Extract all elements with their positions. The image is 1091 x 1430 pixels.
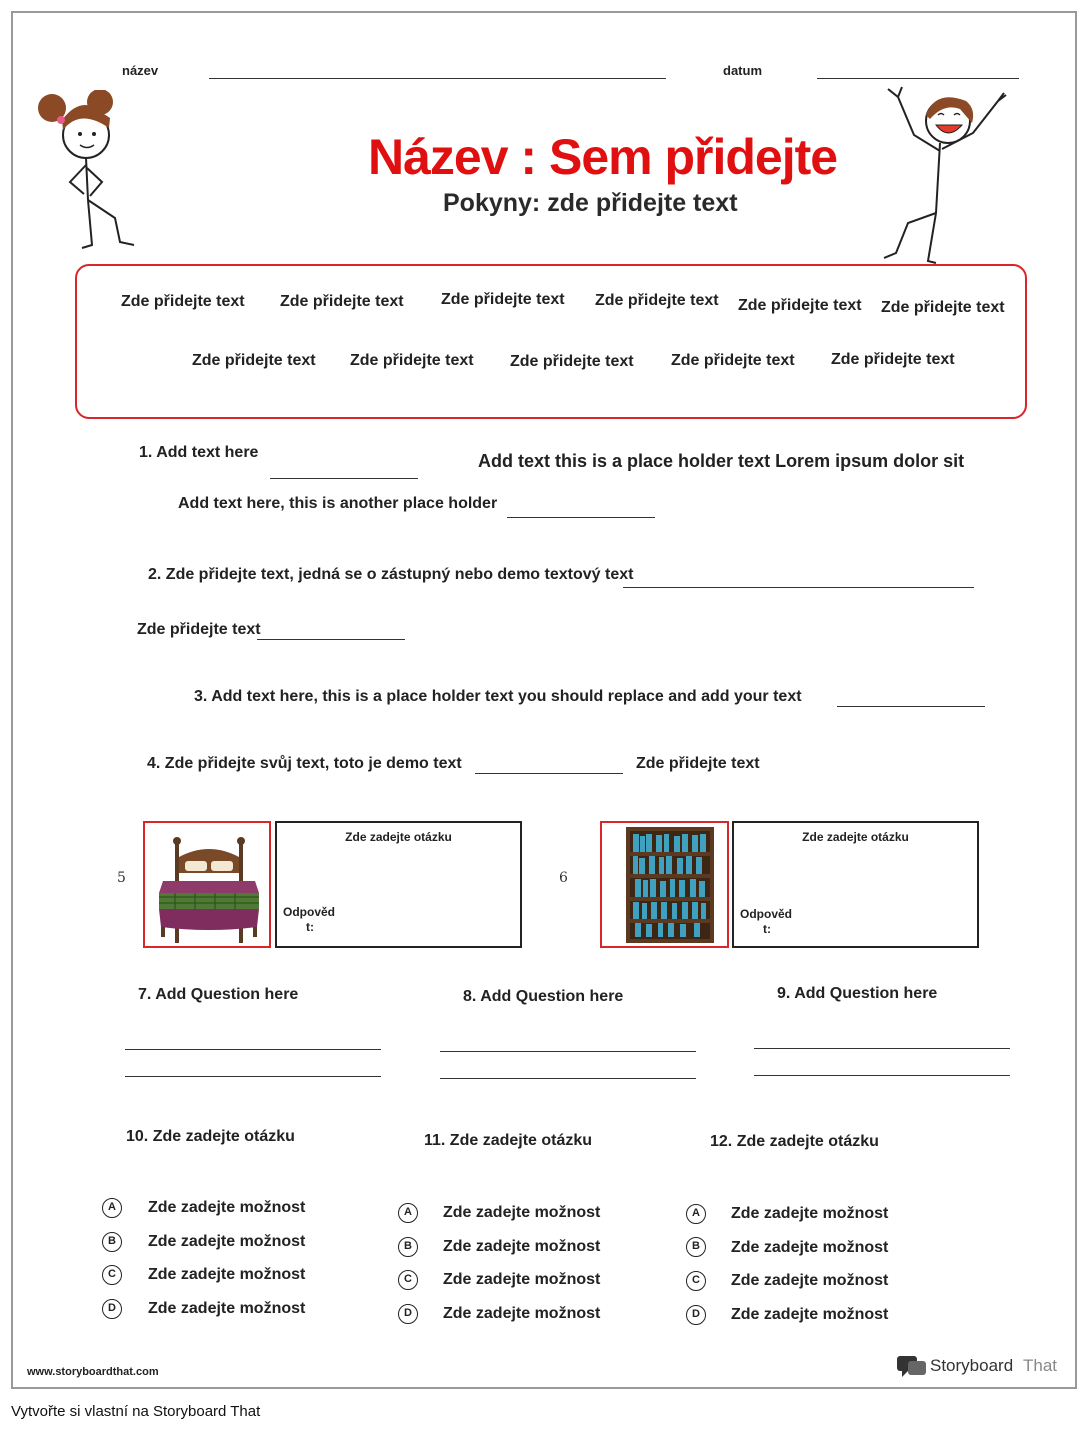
answer-line — [440, 1078, 696, 1079]
option-a-marker[interactable]: A — [102, 1198, 122, 1218]
girl-stick-figure — [30, 90, 140, 250]
answer-line — [837, 706, 985, 707]
question-5-answer-label-line2: t: — [306, 920, 314, 934]
question-6-answer-label-line2: t: — [763, 922, 771, 936]
answer-line — [440, 1051, 696, 1052]
option-c-marker[interactable]: C — [686, 1271, 706, 1291]
answer-line — [623, 587, 974, 588]
word-bank-item: Zde přidejte text — [510, 353, 634, 370]
question-6-box — [732, 821, 979, 948]
question-11: 11. Zde zadejte otázku — [424, 1132, 593, 1149]
answer-line — [270, 478, 418, 479]
answer-line — [475, 773, 623, 774]
worksheet-title: Název : Sem přidejte — [368, 129, 838, 185]
question-1: 1. Add text here — [139, 444, 259, 461]
word-bank-item: Zde přidejte text — [280, 293, 404, 310]
answer-line — [125, 1049, 381, 1050]
word-bank-item: Zde přidejte text — [671, 352, 795, 369]
word-bank-item: Zde přidejte text — [831, 351, 955, 368]
option-c-marker[interactable]: C — [102, 1265, 122, 1285]
question-6-number: 6 — [559, 870, 568, 886]
question-5-answer-label-line1: Odpověd — [283, 905, 336, 919]
option-text: Zde zadejte možnost — [443, 1271, 601, 1288]
word-bank-item: Zde přidejte text — [881, 299, 1005, 316]
answer-line — [125, 1076, 381, 1077]
question-10: 10. Zde zadejte otázku — [126, 1128, 295, 1145]
option-text: Zde zadejte možnost — [731, 1239, 889, 1256]
answer-line — [754, 1048, 1010, 1049]
name-label: název — [122, 63, 159, 78]
option-text: Zde zadejte možnost — [731, 1272, 889, 1289]
question-6-prompt: Zde zadejte otázku — [802, 830, 909, 844]
question-8: 8. Add Question here — [463, 988, 624, 1005]
answer-line — [257, 639, 405, 640]
answer-line — [507, 517, 655, 518]
footer-url[interactable]: www.storyboardthat.com — [27, 1366, 159, 1378]
question-1-subtext: Add text here, this is another place holder — [178, 495, 498, 512]
question-12: 12. Zde zadejte otázku — [710, 1133, 879, 1150]
question-2: 2. Zde přidejte text, jedná se o zástupný nebo demo textový text — [148, 566, 634, 583]
bed-icon — [145, 823, 269, 946]
question-5-number: 5 — [117, 870, 126, 886]
option-b-marker[interactable]: B — [102, 1232, 122, 1252]
question-2-subtext: Zde přidejte text — [137, 621, 261, 638]
date-label: datum — [723, 63, 762, 78]
word-bank-item: Zde přidejte text — [595, 292, 719, 309]
option-text: Zde zadejte možnost — [148, 1199, 306, 1216]
option-b-marker[interactable]: B — [686, 1237, 706, 1257]
option-text: Zde zadejte možnost — [148, 1266, 306, 1283]
date-line — [817, 78, 1019, 79]
option-text: Zde zadejte možnost — [731, 1205, 889, 1222]
option-c-marker[interactable]: C — [398, 1270, 418, 1290]
word-bank-item: Zde přidejte text — [192, 352, 316, 369]
question-9: 9. Add Question here — [777, 985, 938, 1002]
option-a-marker[interactable]: A — [398, 1203, 418, 1223]
option-a-marker[interactable]: A — [686, 1204, 706, 1224]
option-text: Zde zadejte možnost — [148, 1233, 306, 1250]
question-5-image-frame — [143, 821, 271, 948]
option-d-marker[interactable]: D — [686, 1305, 706, 1325]
word-bank-item: Zde přidejte text — [738, 297, 862, 314]
word-bank-item: Zde přidejte text — [441, 291, 565, 308]
word-bank — [75, 264, 1027, 419]
question-3: 3. Add text here, this is a place holder text you should replace and add your text — [194, 688, 802, 705]
option-text: Zde zadejte možnost — [148, 1300, 306, 1317]
option-d-marker[interactable]: D — [102, 1299, 122, 1319]
question-6-image-frame — [600, 821, 729, 948]
answer-line — [754, 1075, 1010, 1076]
option-b-marker[interactable]: B — [398, 1237, 418, 1257]
question-7: 7. Add Question here — [138, 986, 299, 1003]
option-text: Zde zadejte možnost — [443, 1305, 601, 1322]
bottom-caption[interactable]: Vytvořte si vlastní na Storyboard That — [11, 1403, 261, 1420]
logo-icon — [896, 1354, 928, 1380]
logo-text-that: That — [1023, 1356, 1058, 1375]
word-bank-item: Zde přidejte text — [350, 352, 474, 369]
question-4: 4. Zde přidejte svůj text, toto je demo text — [147, 755, 462, 772]
name-line — [209, 78, 666, 79]
question-6-answer-label-line1: Odpověd — [740, 907, 793, 921]
boy-stick-figure — [878, 83, 1018, 268]
word-bank-item: Zde přidejte text — [121, 293, 245, 310]
option-text: Zde zadejte možnost — [443, 1204, 601, 1221]
question-1-side-text: Add text this is a place holder text Lorem ipsum dolor sit — [478, 451, 965, 471]
question-5-prompt: Zde zadejte otázku — [345, 830, 452, 844]
option-d-marker[interactable]: D — [398, 1304, 418, 1324]
question-4-side-text: Zde přidejte text — [636, 755, 760, 772]
option-text: Zde zadejte možnost — [443, 1238, 601, 1255]
bookshelf-icon — [602, 823, 727, 946]
question-5-box — [275, 821, 522, 948]
option-text: Zde zadejte možnost — [731, 1306, 889, 1323]
logo-text-storyboard: Storyboard — [930, 1356, 1014, 1375]
worksheet-instructions: Pokyny: zde přidejte text — [443, 189, 738, 217]
